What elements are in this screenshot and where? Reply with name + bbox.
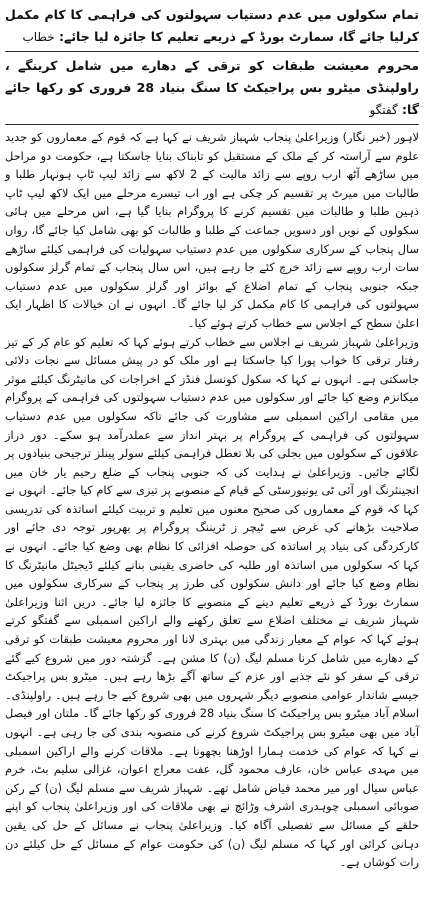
headline-1-source: خطاب <box>22 30 55 44</box>
headline-2 <box>5 55 419 121</box>
article-body <box>5 128 419 872</box>
headline-2-source: گفتگو <box>369 103 398 117</box>
article-paragraph-2: وزیراعلیٰ شہباز شریف نے اجلاس سے خطاب کرتے ہوئے کہا کہ تعلیم کو عام کر کے تیز رفتار ترقی کا خواب پورا کیا جاسکتا ہے اور ملک کو در پیش مسائل سے نجات دلائی جاسکتی ہے۔ انہوں نے کہا کہ سکول کونسل فنڈز کے اخراجات کی مانیٹرنگ کیلئے موثر میکانزم وضع کیا جائے اور سکولوں میں عدم دستیاب سہولتوں کی فراہمی کے پروگرام میں مقامی اراکین اسمبلی سے مشاورت کی جائے تاکہ سکولوں میں عدم دستیاب سہولتوں کی فراہمی کے پروگرام پر بہتر انداز سے عملدرآمد ہو سکے۔ دور دراز علاقوں کے سکولوں میں بجلی کی بلا تعطل فراہمی کیلئے سولر پینلز ترجیحی بنیادوں پر لگائے جائیں۔ وزیراعلیٰ نے ہدایت کی کہ جنوبی پنجاب کے ضلع رحیم یار خان میں انجینئرنگ اور آئی ٹی یونیورسٹی کے قیام کے منصوبے پر تیزی سے کام کیا جائے۔ انہوں نے کہا کہ قوم کے معماروں کی صحیح معنوں میں تعلیم و تربیت کیلئے اساتذہ کی تدریسی صلاحیت بڑھانے کی غرض سے ٹیچر ز ٹریننگ پروگرام پر بھرپور توجہ دی جائے اور کارکردگی کی بنیاد پر اساتذہ کی حوصلہ افزائی کا نظام بھی وضع کیا جائے۔ انہوں نے کہا کہ سکولوں میں اساتذہ اور طلبہ کی حاضری یقینی بنانے کیلئے ڈیجیٹل مانیٹرنگ کا نظام وضع کیا جائے اور دانش سکولوں کی طرز پر پنجاب کے سرکاری سکولوں میں سمارٹ بورڈ کے ذریعے تعلیم دینے کے منصوبے کا جائزہ لیا جائے۔ دریں اثنا وزیراعلیٰ شہباز شریف نے مختلف اضلاع سے تعلق رکھنے والے اراکین اسمبلی سے گفتگو کرتے ہوئے کہا کہ عوام کے معیار زندگی میں بہتری لانا اور محروم معیشت طبقات کو ترقی کے دھارے میں شامل کرنا مسلم لیگ (ن) کا مشن ہے۔ گزشتہ دور میں شروع کیے گئے ترقی کے سفر کو نئے جذبے اور عزم کے ساتھ آگے بڑھا رہے ہیں۔ میٹرو بس پراجیکٹ جیسے شاندار عوامی منصوبے دیگر شہروں میں بھی شروع کیے جا رہے ہیں۔ راولپنڈی۔ اسلام آباد میٹرو بس پراجیکٹ کا سنگ بنیاد 28 فروری کو رکھا جائے گا۔ ملتان اور فیصل آباد میں بھی میٹرو بس پراجیکٹ شروع کرنے کی منصوبہ بندی کی جا رہی ہے۔ انہوں نے کہا کہ عوام کی خدمت ہمارا اوڑھنا بچھونا ہے۔ ملاقات کرنے والے اراکین اسمبلی میں مہدی عباس خان، عارف محمود گل، عفت معراج اعوان، غزالی سلیم بٹ، خرم عباس سیال اور میر محمد فیاض شامل تھے۔ شہباز شریف سے مسلم لیگ (ن) کے رکن صوبائی اسمبلی چوہدری اشرف وڑائچ نے بھی ملاقات کی اور وزیراعلیٰ پنجاب کو اپنے حلقے کے مسائل سے تفصیلی آگاہ کیا۔ وزیراعلیٰ پنجاب نے مسائل کے حل کی یقین دہانی کرائی اور کہا کہ مسلم لیگ (ن) کی حکومت عوام کے مسائل کے حل کیلئے دن رات کوشاں ہے۔ <box>5 334 419 870</box>
article-paragraph-1: لاہور (خبر نگار) وزیراعلیٰ پنجاب شہباز شریف نے کہا ہے کہ قوم کے معماروں کو جدید علوم سے آراستہ کر کے ملک کے مستقبل کو تابناک بنایا جاسکتا ہے، حکومت دو مراحل میں ساڑھے آٹھ ارب روپے سے زائد مالیت کے 2 لاکھ سے زائد لیپ ٹاپ ہونہار طلبا و طالبات میں میرٹ پر تقسیم کر چکی ہے اور اب تیسرے مرحلے میں ایک لاکھ لیپ ٹاپ ذہین طلبا و طالبات میں تقسیم کرنے کا پروگرام بنایا گیا ہے، اس مرحلے میں ہائی سکولوں کے نویں اور دسویں جماعت کے طلبا و طالبات کو بھی شامل کیا جائے گا، رواں سال پنجاب کے سرکاری سکولوں میں عدم دستیاب سہولیات کی فراہمی کیلئے ساڑھے سات ارب روپے سے زائد خرچ کئے جا رہے ہیں، اس سال پنجاب کے تمام گرلز سکولوں جبکہ جنوبی پنجاب کے تمام اضلاع کے بوائز اور گرلز سکولوں میں عدم دستیاب سہولتوں کی فراہمی کا کام مکمل کر لیا جائے گا۔ انہوں نے ان خیالات کا اظہار ایک اعلیٰ سطح کے اجلاس سے خطاب کرتے ہوئے کیا۔ <box>5 130 419 330</box>
headline-divider-2 <box>5 124 419 125</box>
headline-divider-1 <box>5 51 419 52</box>
headline-1-text: تمام سکولوں میں عدم دستیاب سہولتوں کی فراہمی کا کام مکمل کرلیا جائے گا، سمارٹ بورڈ کے ذریعے تعلیم کا جائزہ لیا جائے: <box>5 7 419 44</box>
headline-1 <box>5 4 419 48</box>
headline-2-text: محروم معیشت طبقات کو ترقی کے دھارے میں شامل کرینگے ، راولپنڈی میٹرو بس پراجیکٹ کا سنگ بنیاد 28 فروری کو رکھا جائے گا: <box>5 58 419 117</box>
